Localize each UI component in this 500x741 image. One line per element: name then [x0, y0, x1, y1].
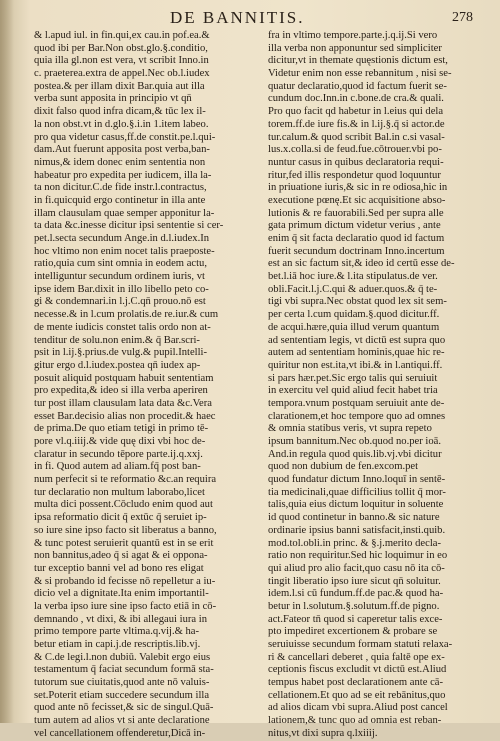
text-line: in fi. Quod autem ad aliam.fq̄ post ban- [34, 461, 201, 473]
text-line: quia illa gl.non est vera, vt scribit Inno.in [34, 55, 209, 67]
text-line: verba sunt apposita in principio vt qn̄ [34, 93, 192, 105]
text-line: de prima.De quo etiam tetigi in primo tē- [34, 423, 209, 435]
text-line: & l.apud iul. in fin.qui,ex cau.in pof.ea.& [34, 30, 210, 41]
text-line: & omnia statibus veris, vt supra repeto [268, 423, 432, 435]
text-line: gitur ergo d.l.iudex.postea qn̄ iudex ap- [34, 359, 201, 371]
text-line: id quod continetur in banno.& sic nature [268, 512, 440, 524]
text-line: non bannitus,adeo q̄ si agat & ei oppona- [34, 550, 208, 562]
text-line: Videtur enim non esse rebannitum , nisi se- [268, 68, 452, 80]
text-line: dicitur,vt in themate quęstionis dictum est, [268, 55, 448, 67]
text-line: & C.de legi.l.non dubiū. Valebit ergo eius [34, 651, 211, 663]
text-line: ri & cancellari deberet , quia faltē ope ex- [268, 651, 445, 663]
text-line: ordinarie ipsius banni satisfacit,insti.quib. [268, 524, 446, 536]
text-line: & tunc potest seruierit quantū est in se erit [34, 537, 214, 549]
text-line: act.Fateor tn̄ quod si caperetur talis exce- [268, 613, 443, 625]
text-line: de mente iudicis constet talis ordo non at- [34, 321, 211, 333]
text-line: psit in l.ij.§.prius.de vulg.& pupil.Intelli- [34, 347, 208, 359]
text-line: ritur,fed illis respondetur quod loquuntur [268, 169, 441, 181]
text-line: vel cancellationem offenderetur,Dicā in- [34, 727, 206, 739]
text-line: cundum doc.Inn.in c.bone.de cra.& quali. [268, 93, 444, 105]
page-gutter-shadow [0, 0, 14, 723]
text-line: ipsum bannitum.Nec ob.quod no.per ioā. [268, 436, 442, 447]
page-header [0, 8, 500, 30]
text-line: necesse.& in l.cum prolatis.de re.iur.& cum [34, 309, 219, 321]
text-line: num perfecit si te reformatio &c.an requira [34, 474, 217, 486]
text-line: tenditur de solu.non enim.& q̄ Bar.scri- [34, 334, 200, 346]
text-line: quatur declaratio,quod id factum fuerit se- [268, 80, 447, 92]
text-line: pore vl.q.iiij.& vide quę dixi vbi hoc de- [34, 436, 206, 447]
text-line: tempus habet post declarationem ante cā- [268, 677, 444, 689]
text-line: clarationem,et hoc tempore quo ad omnes [268, 410, 446, 422]
text-line: tur post illam clausulam lata data &c.Vera [34, 397, 212, 409]
text-line: ipse idem Bar.dixit in illo libello peto co- [34, 283, 209, 295]
text-line: set.Poterit etiam succedere secundum illa [34, 689, 210, 701]
text-line: quod ibi per Bar.Non obst.glo.§.conditio, [34, 42, 208, 54]
text-line: pro expedita,& ideo si illa verba aperiren [34, 385, 208, 397]
text-line: posuit aliquid postquam habuit sententiam [34, 372, 214, 384]
running-title: DE BANNITIS. [170, 8, 305, 27]
text-line: idem.l.si cū fundum.ff.de pac.& quod ha- [268, 588, 444, 600]
text-line: tigi vbi supra.Nec obstat quod lex sit sem- [268, 296, 447, 308]
text-line: in fi.quicquid ergo continetur in illa ante [34, 194, 206, 206]
text-line: tingit liberatio ipso iure sicut qn̄ soluitur. [268, 575, 441, 587]
text-line: hoc vltimo non enim nocet talis praeposte- [34, 245, 215, 257]
text-line: quiritur non est.ita,vt ibi.& in l.antiqui.ff. [268, 359, 443, 371]
text-line: And.in regula quod quis.lib.vj.vbi dicitur [268, 448, 442, 460]
text-line: pro qua videtur casus,ff.de constit.pe.l.qui- [34, 131, 216, 143]
text-line: ratio,quia cum sint omnia in eodem actu, [34, 258, 207, 270]
text-line: fra in vltimo tempore.parte.j.q.ij.Si vero [268, 30, 438, 41]
text-line: tia medicinali,quae difficilius tollit q̄ mor- [268, 486, 446, 498]
text-line: nuntur casus in quibus declaratoria requi- [268, 156, 444, 168]
folio-number: 278 [452, 10, 473, 25]
text-line: enim q̄ sit facta declaratio quod id factum [268, 233, 445, 244]
text-line: per certa l.cum quidam.§.quod dicitur.ff. [268, 309, 440, 321]
text-line: ta data &c.inesse dicitur ipsi sententie si cer- [34, 220, 224, 232]
text-line: tum autem ad alios vt si ante declaratione [34, 715, 210, 727]
text-line: illam clausulam quae semper apponitur la- [34, 207, 215, 219]
text-line: ceptionis fiscus excludit vt dictū est.Aliud [268, 664, 447, 676]
text-line: ad alios dicam vbi supra.Aliud post cancel [268, 702, 448, 714]
text-line: c. praeterea.extra de appel.Nec ob.l.iudex [34, 68, 210, 80]
text-line: talis,quia eius dictum loquitur in soluente [268, 499, 444, 511]
text-line: de acqui.hære,quia illud verum quantum [268, 321, 440, 333]
text-line: la non obst.vt in d.glo.§.i.in 1.item labeo. [34, 118, 209, 130]
text-line: dam.Aut fuerunt apposita post verba,ban- [34, 144, 210, 156]
text-line: lationem,& tunc quo ad omnia est reban- [268, 715, 442, 727]
text-line: seruiuisse secundum formam statuti relaxa- [268, 639, 453, 650]
text-line: autem ad sententiam hominis,quae hic re- [268, 347, 445, 359]
text-line: testamentum q̄ faciat secundum formā sta- [34, 664, 214, 676]
text-line: betur etiam in capi.j.de rescriptis.lib.vj. [34, 639, 201, 650]
text-line: tutorum sue ciuitatis,quod ante nō valuis- [34, 677, 210, 689]
text-line: Pro quo facit qd habetur in l.eius qui dela [268, 106, 444, 118]
left-text-column [34, 30, 252, 741]
text-line: gi & condemnari.in l.j.C.qn̄ prouo.nō est [34, 296, 206, 308]
text-line: habeatur pro expedita per iudicem, illa la- [34, 169, 212, 181]
text-line: tur exceptio banni vel ad bono res eligat [34, 562, 204, 574]
text-line: in exercitu vel quid aliud fecit habet tria [268, 385, 438, 397]
text-line: illa verba non apponuntur sed simpliciter [268, 42, 442, 54]
text-line: pet.l.secta secundum Ange.in d.l.iudex.In [34, 233, 210, 244]
text-line: tur declaratio non multum laborabo,licet [34, 486, 205, 498]
text-line: demnando , vt dixi, & ibi allegaui iura in [34, 613, 207, 625]
text-line: nitus,vt dixi supra q.lxiiij. [268, 727, 378, 739]
text-line: esset Bar.decisio alias non procedit.& haec [34, 410, 216, 422]
text-line: qui aliud pro alio facit,quo casu nō ita cō- [268, 562, 445, 574]
text-line: est an sic factum sit,& ideo id certū esse de- [268, 258, 455, 270]
text-line: torem.ff.de iure fis.& in l.ij.§.q̄ si actor.de [268, 118, 445, 130]
text-line: dixit falso quod infra dicam,& tūc lex il- [34, 106, 206, 118]
text-line: in priuatione iuris,& sic in re odiosa,hic in [268, 182, 448, 194]
text-line: bet.l.iā hoc iure.& l.ita stipulatus.de ver. [268, 271, 438, 283]
text-line: gata primum dictum videtur verius , ante [268, 220, 441, 232]
text-line: ipsa reformatio dicit q̄ extūc q̄ seruiet ip- [34, 512, 207, 524]
text-line: lutionis & re fauorabili.Sed per supra alle [268, 207, 444, 219]
text-line: tempora.vnum postquam seruiuit ante de- [268, 397, 445, 409]
text-line: ta non dicitur.C.de fide instr.l.contractus, [34, 182, 207, 194]
text-line: quod fundatur dictum Inno.loquī in sentē- [268, 474, 446, 486]
text-line: lus.x.colla.si de feud.fue.cōtrouer.vbi po- [268, 144, 442, 156]
text-line: quod non dubium de fen.excom.pet [268, 461, 419, 473]
text-line: dicio vel a dignitate.Ita enim importantil- [34, 588, 209, 600]
right-text-column [268, 30, 486, 741]
text-line: obli.Facit.l.j.C.qui & aduer.quos.& q̄ te- [268, 283, 438, 295]
text-line: ad sententiam legis, vt dictū est supra quo [268, 334, 446, 346]
text-line: quod ante nō fecisset,& sic de singul.Quā- [34, 702, 214, 714]
text-line: intelliguntur secundum ordinem iuris, vt [34, 271, 205, 283]
text-line: ratio non requiritur.Sed hic loquimur in eo [268, 550, 448, 562]
text-line: postea.& per illam dixit Bar.quia aut illa [34, 80, 205, 92]
text-line: multa dici possent.Cōcludo enim quod aut [34, 499, 213, 511]
text-line: claratur in secundo tēpore parte.ij.q.xxj. [34, 448, 203, 460]
text-line: fuerit secundum doctrinam Inno.incertum [268, 245, 445, 257]
text-line: so iure sine ipso facto sit liberatus a banno, [34, 524, 217, 536]
text-line: mod.tol.obli.in princ. & §.j.merito decla- [268, 537, 441, 549]
text-line: la verba ipso iure sine ipso facto etiā in cō- [34, 600, 217, 612]
text-line: & si probando id fecisse nō repelletur a iu- [34, 575, 216, 587]
text-line: nimus,& idem donec enim sententia non [34, 156, 206, 168]
text-line: pto impediret excertionem & probare se [268, 626, 438, 638]
text-line: betur in l.solutum.§.solutum.ff.de pigno. [268, 600, 440, 612]
text-line: primo tempore parte vltima.q.vij.& ha- [34, 626, 200, 638]
text-line: executione pœnę.Et sic acquisitione abso- [268, 194, 446, 206]
text-line: si pars hær.pet.Sic ergo talis qui seruiuit [268, 372, 438, 384]
text-line: cellationem.Et quo ad se eit rebānitus,quo [268, 689, 446, 701]
text-line: tur.calum.& quod scribit Bal.in c.si vasal- [268, 131, 445, 143]
